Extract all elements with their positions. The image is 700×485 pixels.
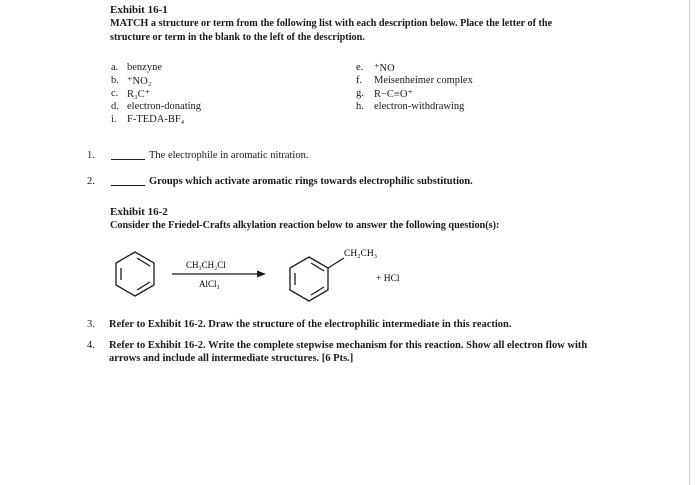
option-f (356, 75, 473, 86)
product-substituent: CH₂CH₃ (344, 249, 378, 259)
reagent-top: CH₃CH₂Cl (186, 260, 226, 270)
benzene-reactant (116, 252, 154, 296)
option-i (111, 114, 185, 125)
option-text: benzyne (127, 62, 162, 73)
option-letter: d. (111, 101, 119, 112)
question-number: 3. (87, 319, 95, 330)
ethylbenzene-product (290, 257, 344, 301)
option-letter: g. (356, 88, 364, 99)
question-number: 1. (87, 150, 95, 161)
question-3 (87, 319, 512, 330)
option-e (356, 62, 395, 74)
exhibit-1-title: Exhibit 16-1 (110, 4, 168, 16)
question-text: Refer to Exhibit 16-2. Draw the structure of the electrophilic intermediate in this reaction. (109, 319, 512, 330)
reaction-arrow (172, 271, 266, 278)
question-2 (87, 176, 473, 187)
question-number: 4. (87, 340, 95, 351)
option-g (356, 88, 413, 100)
option-h (356, 101, 465, 112)
question-text: The electrophile in aromatic nitration. (149, 150, 309, 161)
option-text: F-TEDA-BF₄ (127, 114, 185, 125)
answer-blank[interactable] (111, 176, 145, 186)
option-letter: b. (111, 75, 119, 86)
exhibit-2-subtitle: Consider the Friedel-Crafts alkylation reaction below to answer the following question(s): (110, 220, 500, 231)
exhibit-1-instructions-line2: structure or term in the blank to the left of the description. (110, 32, 365, 43)
option-text: electron-withdrawing (374, 101, 465, 112)
option-letter: c. (111, 88, 119, 99)
question-number: 2. (87, 176, 95, 187)
question-text-line2: arrows and include all intermediate structures. [6 Pts.] (109, 353, 354, 364)
question-1 (87, 150, 309, 161)
option-text: ⁺NO (374, 63, 395, 74)
question-text-line1: Refer to Exhibit 16-2. Write the complete stepwise mechanism for this reaction. Show all electron flow with (109, 340, 588, 351)
option-text: R₃C⁺ (127, 89, 151, 100)
reagent-bottom: AlCl₃ (199, 279, 220, 289)
option-text: R−C≡O⁺ (374, 89, 413, 100)
option-letter: f. (356, 75, 363, 86)
exhibit-2-title: Exhibit 16-2 (110, 206, 168, 218)
option-letter: a. (111, 62, 119, 73)
option-c (111, 88, 151, 100)
question-4 (87, 340, 588, 364)
question-text: Groups which activate aromatic rings towards electrophilic substitution. (149, 176, 473, 187)
exhibit-1-instructions-line1: MATCH a structure or term from the following list with each description below. Place the letter of the (110, 18, 553, 29)
option-text: Meisenheimer complex (374, 75, 473, 86)
byproduct: + HCl (376, 274, 400, 284)
option-text: ⁺NO₂ (127, 76, 152, 87)
option-b (111, 75, 152, 87)
option-d (111, 101, 202, 112)
option-letter: h. (356, 101, 364, 112)
option-a (111, 62, 162, 73)
reaction-scheme (100, 238, 460, 308)
option-letter: i. (111, 114, 117, 125)
option-letter: e. (356, 62, 364, 73)
answer-blank[interactable] (111, 150, 145, 160)
option-text: electron-donating (127, 101, 202, 112)
